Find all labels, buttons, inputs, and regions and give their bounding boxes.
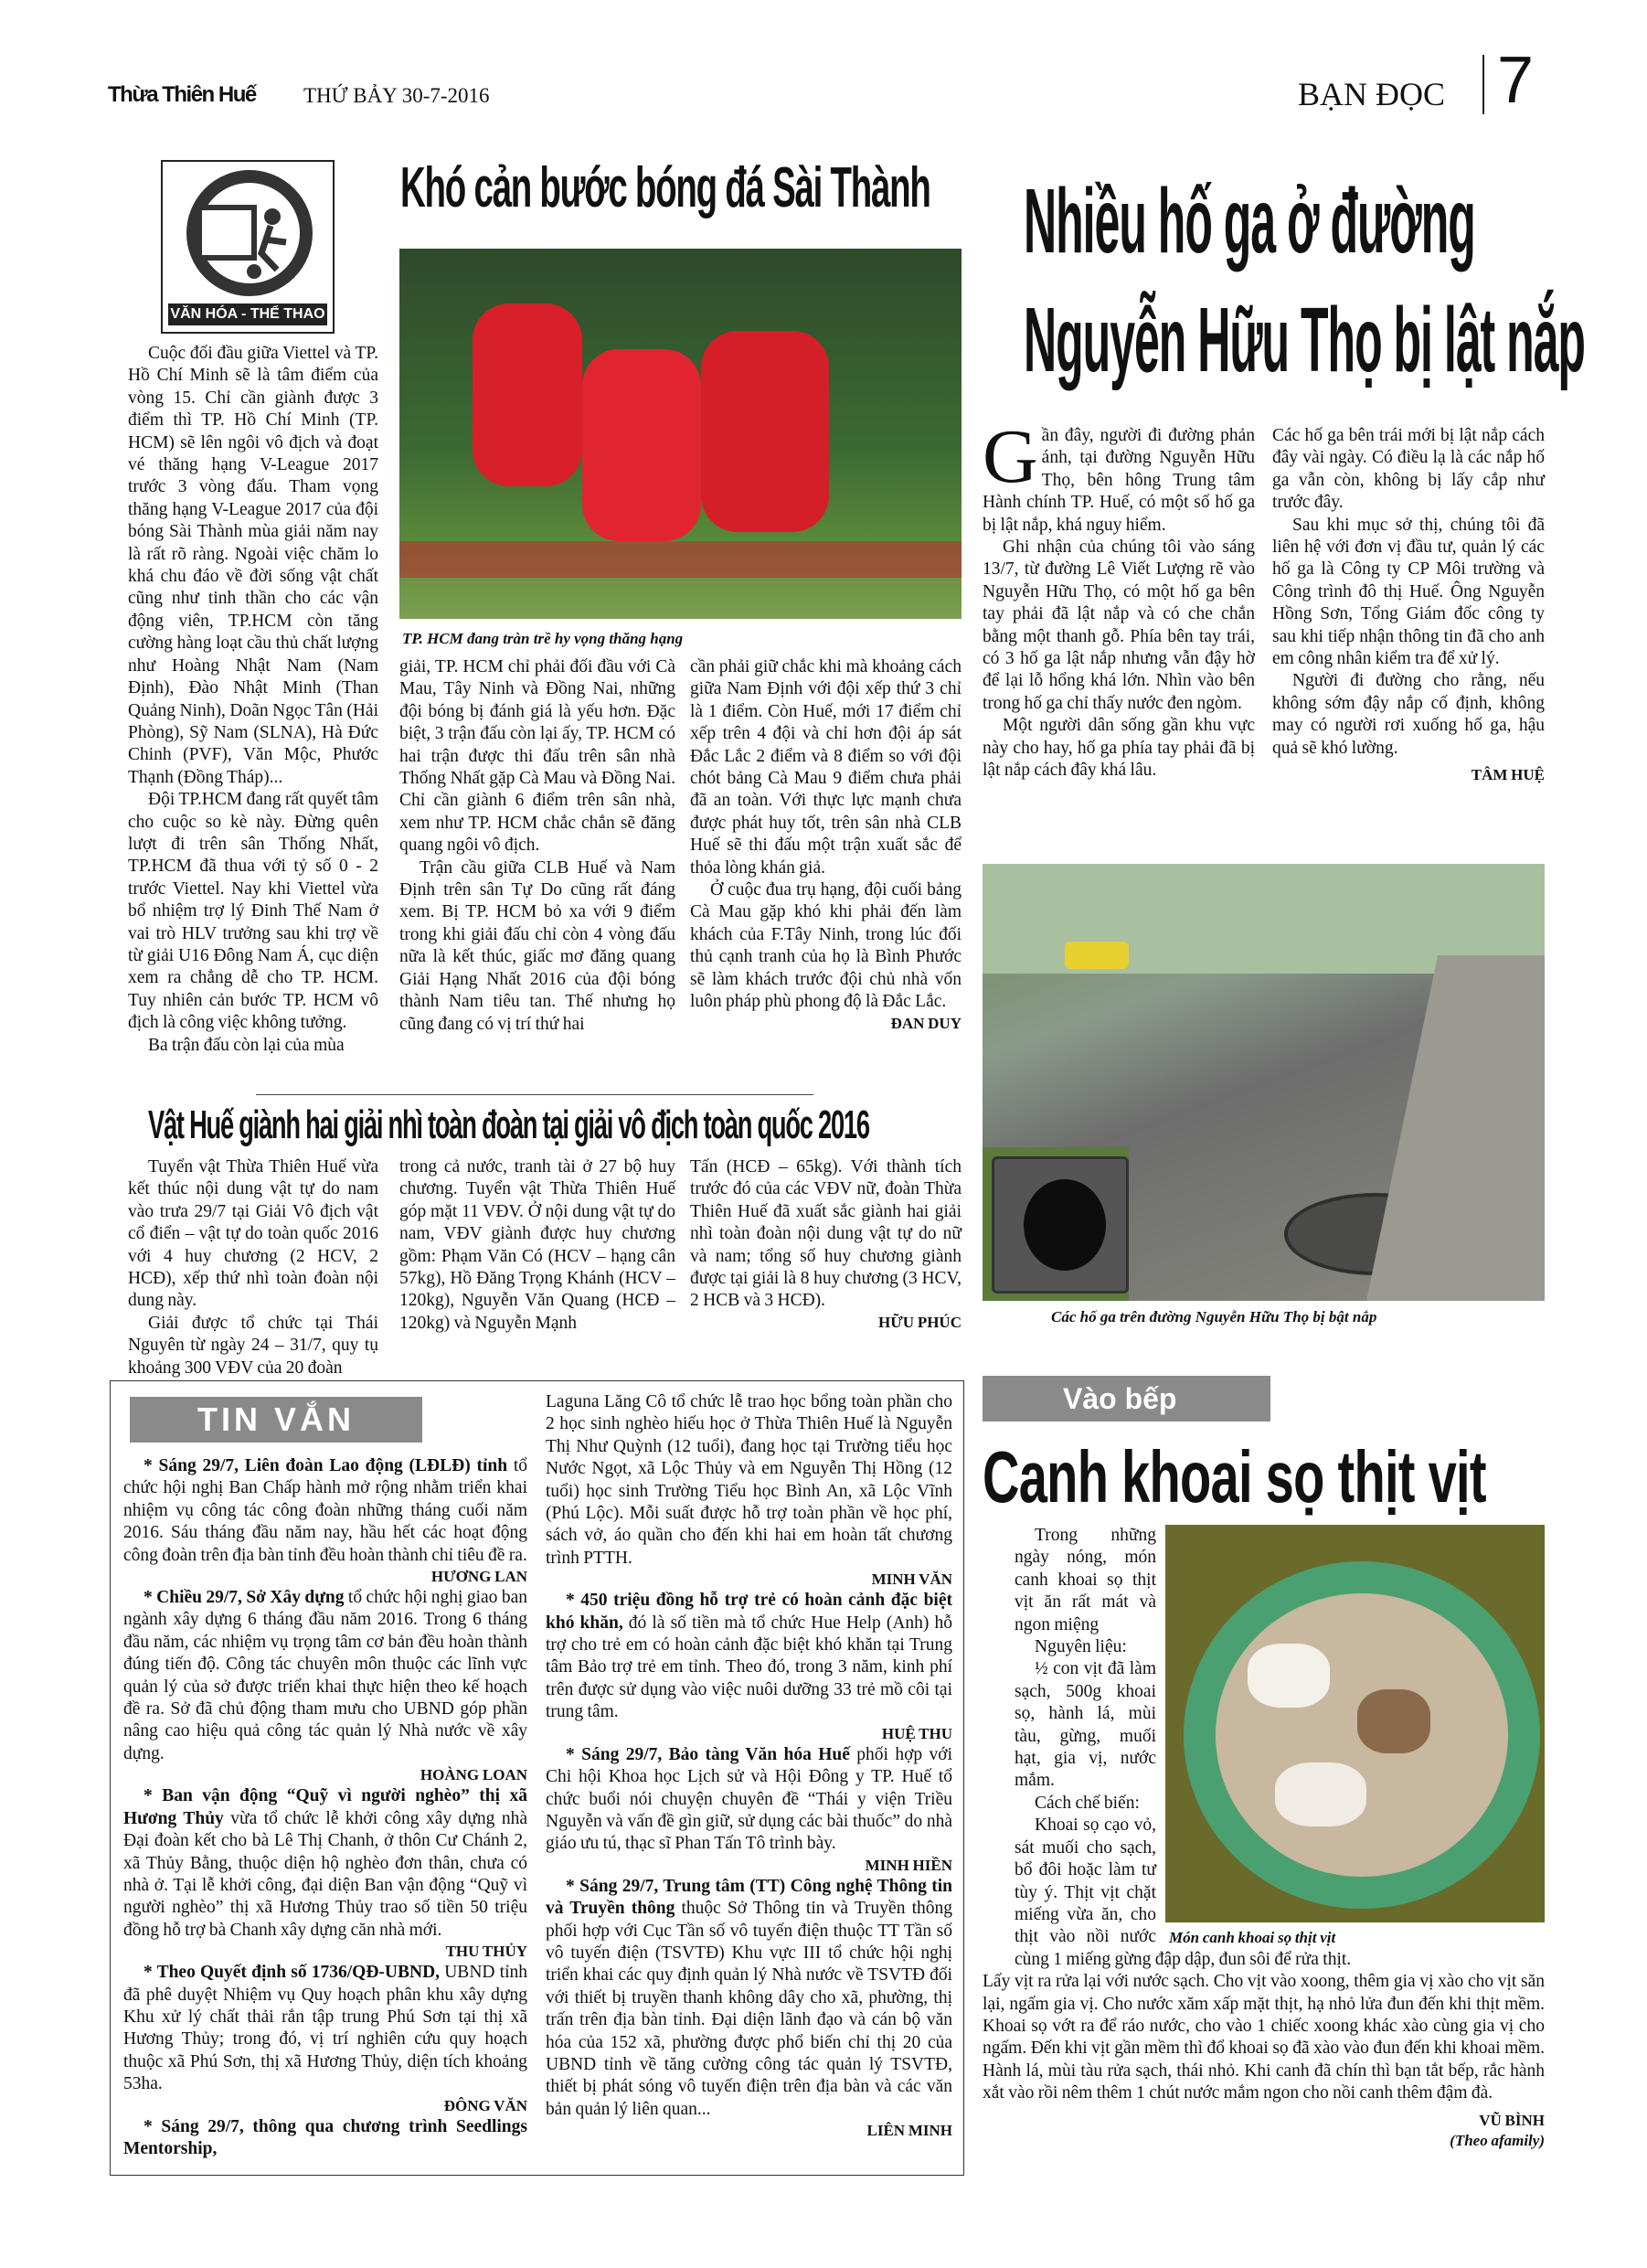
news-byline: HUỆ THU [881,1724,952,1742]
news-item [546,1391,952,1570]
paragraph: Các hố ga bên trái mới bị lật nắp cách đây vài ngày. Có điều lạ là các nắp hố ga vẫn còn, không bị lấy cắp như trước đây. [1272,426,1545,513]
paragraph: Ba trận đấu còn lại của mùa [148,1035,345,1055]
paragraph: Cuộc đối đầu giữa Viettel và TP. Hồ Chí Minh sẽ là tâm điểm của vòng 15. Chỉ cần giành được 3 điểm thì TP. Hồ Chí Minh (TP. HCM) sẽ lên ngôi vô địch và đoạt vé thăng hạng V-League 2017 trước 3 vòng đấu. Tham vọng thăng hạng V-League 2017 của đội bóng Sài Thành mùa giải năm nay là rất rõ ràng. Ngoài việc chăm lo khá chu đáo về đời sống vật chất cũng như tinh thần cho các vận động viên, TP.HCM còn tăng cường hàng loạt cầu thủ chất lượng như Hoàng Nhật Nam (Nam Định), Đào Nhật Minh (Than Quảng Ninh), Doãn Ngọc Tân (Hải Phòng), Sỹ Nam (SLNA), Hà Đức Chinh (PVF), Văn Mộc, Phước Thạnh (Đồng Tháp)... [128,344,378,787]
kitchen-tag: Vào bếp [983,1376,1270,1421]
divider [256,1094,813,1095]
wrestling-column-2 [399,1156,675,1335]
paragraph: trong cả nước, tranh tài ở 27 bộ huy chương. Tuyển vật Thừa Thiên Huế góp mặt 11 VĐV. Ở nội dung vật tự do nam, VĐV giành được huy chương gồm: Phạm Văn Có (HCV – hạng cân 57kg), Hồ Đăng Trọng Khánh (HCV – 120kg), Nguyễn Văn Quang (HCĐ – 120kg) và Nguyễn Mạnh [399,1157,675,1333]
paragraph: Cách chế biến: [1035,1793,1140,1813]
paragraph: Giải được tổ chức tại Thái Nguyên từ ngày 24 – 31/7, quy tụ khoảng 300 VĐV của 20 đoàn [128,1313,378,1378]
news-body: tổ chức hội nghị Ban Chấp hành mở rộng nhằm triển khai nhiệm vụ công tác công đoàn những tháng cuối năm 2016. Sáu tháng đầu năm nay, hầu hết các hoạt động công đoàn trên địa bàn tỉnh đều hoàn thành chỉ tiêu đề ra. [123,1456,527,1565]
news-lead: * Sáng 29/7, thông qua chương trình Seedlings Mentorship, [123,2116,527,2158]
news-lead: * Sáng 29/7, Liên đoàn Lao động (LĐLĐ) tỉnh [143,1456,508,1475]
paper-name: Thừa Thiên Huế [108,82,256,107]
section-logo [161,160,335,334]
kitchen-article [983,1525,1545,2151]
paragraph: Trong những ngày nóng, món canh khoai sọ thịt vịt ăn rất mát và ngon miệng [1015,1526,1156,1634]
news-byline: HOÀNG LOAN [420,1766,527,1784]
wrestling-byline: HỮU PHÚC [878,1313,962,1331]
news-lead: * Theo Quyết định số 1736/QĐ-UBND, [143,1963,441,1983]
news-byline: MINH VĂN [871,1571,952,1589]
news-body: phối hợp với Chi hội Khoa học Lịch sử và Hội Đông y TP. Huế tổ chức buổi nói chuyện chuyên đề “Thái y viện Triều Nguyễn và vấn đề gìn giữ, sử dụng các bài thuốc” do nhà giáo ưu tú, thạc sĩ Phan Tấn Tô trình bày. [546,1744,952,1854]
wrestling-column-3 [690,1156,962,1333]
manhole-headline-1: Nhiều hố ga ở đường [1024,170,1475,272]
news-body: thuộc Sở Thông tin và Truyền thông phối hợp với Cục Tần số vô tuyến điện thuộc TT Tần số vô tuyến điện (TSVTĐ) Khu vực III tổ chức hội nghị triển khai các quy định quản lý Nhà nước về TSVTĐ đối với thiết bị truyền thanh không dây cho xã, phường, thị trấn trên địa bàn tỉnh. Đại diện lãnh đạo và cán bộ văn hóa của 152 xã, phường được phổ biến chỉ thị 20 của UBND tỉnh về tăng cường công tác quản lý TSVTĐ, thiết bị phát sóng vô tuyến điện trên địa bàn và các văn bản quản lý liên quan... [546,1899,952,2119]
news-body: Laguna Lăng Cô tổ chức lễ trao học bổng toàn phần cho 2 học sinh nghèo hiếu học ở Thừa Thiên Huế là Nguyễn Thị Như Quỳnh (12 tuổi), đang học tại Trường tiểu học Nước Ngọt, xã Lộc Thủy và em Nguyễn Thị Hồng (12 tuổi) học sinh Trường Tiểu học Bình An, xã Lộc Vĩnh (Phú Lộc). Mỗi suất được hỗ trợ toàn phần về học phí, sách vở, áo quần cho đến khi hai em hoàn tất chương trình PTTH. [546,1392,952,1568]
paragraph: giải, TP. HCM chỉ phải đối đầu với Cà Mau, Tây Ninh và Đồng Nai, những đội bóng bị đánh giá là yếu hơn. Đặc biệt, 3 trận đấu còn lại ấy, TP. HCM có hai trận được thi đấu trên sân nhà Thống Nhất gặp Cà Mau và Đồng Nai. Chỉ cần giành 6 điểm trên sân nhà, xem như TP. HCM chắc chắn sẽ đăng quang ngôi vô địch. [399,657,675,856]
paragraph: Ghi nhận của chúng tôi vào sáng 13/7, từ đường Lê Viết Lượng rẽ vào Nguyễn Hữu Thọ, có một hố ga bên tay phải đã lật nắp và có che chắn bằng một thanh gỗ. Phía bên tay trái, có 3 hố ga lật nắp nhưng vẫn đậy hờ để lại lỗ hổng khá lớn. Nhìn vào bên trong hố ga chỉ thấy nước đen ngòm. [983,538,1255,713]
drop-cap: G [983,414,1038,499]
football-column-1 [128,343,378,1057]
football-photo [399,249,962,619]
kitchen-byline: VŨ BÌNH [1479,2111,1545,2129]
manhole-column-2 [1272,425,1545,785]
paragraph: Đội TP.HCM đang rất quyết tâm cho cuộc so kè này. Đừng quên lượt đi trên sân Thống Nhất, TP.HCM đã thua với tỷ số 0 - 2 trước Viettel. Nay khi Viettel vừa bổ nhiệm trợ lý Đinh Thế Nam ở vai trò HLV trưởng sau khi trợ về từ giải U16 Đông Nam Á, cục diện xem ra chẳng dễ cho TP. HCM. Tuy nhiên cản bước TP. HCM vô địch là công việc không tưởng. [128,790,378,1033]
news-byline: ĐÔNG VĂN [443,2096,527,2114]
news-item [123,2116,527,2161]
sport-logo-icon [163,162,333,299]
news-body: UBND tỉnh đã phê duyệt Nhiệm vụ Quy hoạch phân khu xây dựng Khu xử lý chất thải rắn tập trung Phú Sơn tại thị xã Hương Thủy; trong đó, vị trí nghiên cứu quy hoạch thuộc xã Phú Sơn, thị xã Hương Thủy, diện tích khoảng 53ha. [123,1963,527,2094]
news-body: đó là số tiền mà tổ chức Hue Help (Anh) hỗ trợ cho trẻ em có hoàn cảnh đặc biệt khó khăn tại Trung tâm Bảo trợ trẻ em tỉnh. Theo đó, trong 3 năm, kinh phí trên được sử dụng vào việc nuôi dưỡng 33 trẻ mồ côi tại trung tâm. [546,1613,952,1722]
kitchen-source: (Theo afamily) [1450,2131,1545,2149]
wrestling-headline: Vật Huế giành hai giải nhì toàn đoàn tại giải vô địch toàn quốc 2016 [148,1102,869,1147]
football-byline: ĐAN DUY [890,1014,962,1032]
kitchen-full-text: Lấy vịt ra rửa lại với nước sạch. Cho vịt vào xoong, thêm gia vị xào cho vịt săn lại, ngấm gia vị. Cho nước xăm xấp mặt thịt, hạ nhỏ lửa đun đến khi thịt mềm. Khoai sọ vớt ra để ráo nước, cho vào 1 chiếc xoong khác xào cùng gia vị cho ngấm. Đến khi vịt gần mềm thì đổ khoai sọ đã xào vào đun đến khi khoai mềm. Hành lá, mùi tàu rửa sạch, thái nhỏ. Khi canh đã chín thì bạn tắt bếp, rắc hành xắt vào rồi nêm thêm 1 chút nước mắm ngon cho nồi canh thêm đậm đà. [983,1972,1545,2103]
news-lead: * Ban vận động “Quỹ vì người nghèo” thị xã Hương Thủy [123,1786,527,1828]
news-item [123,1962,527,2095]
news-item [546,1590,952,1723]
news-item [123,1455,527,1567]
football-headline: Khó cản bước bóng đá Sài Thành [400,156,930,219]
street-caption: Các hố ga trên đường Nguyễn Hữu Thọ bị bật nắp [1051,1308,1377,1326]
news-item [123,1785,527,1942]
news-item [123,1587,527,1765]
news-lead: * 450 triệu đồng hỗ trợ trẻ có hoàn cảnh đặc biệt khó khăn, [546,1591,952,1633]
manhole-headline-2: Nguyễn Hữu Thọ bị lật nắp [1024,289,1585,391]
news-lead: * Sáng 29/7, Trung tâm (TT) Công nghệ Thông tin và Truyền thông [546,1876,952,1919]
paragraph: ½ con vịt đã làm sạch, 500g khoai sọ, hành lá, mùi tàu, gừng, muối hạt, gia vị, nước mắm. [1015,1659,1156,1791]
news-body: tổ chức hội nghị giao ban ngành xây dựng 6 tháng đầu năm 2016. Trong 6 tháng đầu năm, các nhiệm vụ trọng tâm cơ bản đều hoàn thành đúng tiến độ. Công tác chuyên môn thuộc các lĩnh vực quản lý của sở được triển khai thực hiện theo kế hoạch đề ra. Sở đã chủ động tham mưu cho UBND góp phần nâng cao hiệu quả công tác quản lý Nhà nước về xây dựng. [123,1588,527,1763]
paragraph: ần đây, người đi đường phản ánh, tại đường Nguyễn Hữu Thọ, bên hông Trung tâm Hành chính TP. Huế, có một số hố ga bị lật nắp, khá nguy hiểm. [983,426,1255,535]
issue-date: THỨ BẢY 30-7-2016 [303,84,490,107]
paragraph: Ở cuộc đua trụ hạng, đội cuối bảng Cà Mau gặp khó khi phải đến làm khách của F.Tây Ninh, trong lúc đối thủ cạnh tranh của họ là Bình Phước sẽ làm khách trước đội chủ nhà vốn luôn pháp phù phong độ là Đắc Lắc. [690,880,962,1012]
news-item [546,1876,952,2121]
news-column-2 [546,1391,952,2141]
football-column-2 [399,656,675,1036]
page-number: 7 [1497,44,1535,117]
news-byline: MINH HIỀN [865,1856,952,1874]
kitchen-headline: Canh khoai sọ thịt vịt [983,1436,1486,1517]
soup-photo [1165,1525,1545,1922]
news-item [546,1744,952,1856]
soup-figure [1165,1525,1545,1948]
news-title: TIN VẮN [130,1397,422,1443]
news-body: vừa tổ chức lễ khởi công xây dựng nhà Đại đoàn kết cho bà Lê Thị Chanh, ở thôn Cư Chánh 2, xã Thủy Bằng, thuộc diện hộ nghèo đơn thân, chưa có nhà ở. Tại lễ khởi công, đại diện Ban vận động “Quỹ vì người nghèo” thị xã Hương Thủy trao số tiền 50 triệu đồng hỗ trợ bà Chanh xây dựng căn nhà mới. [123,1808,527,1940]
logo-label: VĂN HÓA - THỂ THAO [168,303,327,325]
football-column-3 [690,656,962,1034]
wrestling-column-1 [128,1156,378,1379]
manhole-byline: TÂM HUỆ [1471,766,1545,784]
paragraph: Tấn (HCĐ – 65kg). Với thành tích trước đó của các VĐV nữ, đoàn Thừa Thiên Huế đã xuất sắc giành hai giải nhì toàn đoàn nội dung vật tự do nữ và nam; tổng số huy chương giành được tại giải là 8 huy chương (3 HCV, 2 HCB và 3 HCĐ). [690,1157,962,1311]
street-photo [983,864,1545,1301]
paragraph: Khoai sọ cạo vỏ, sát muối cho sạch, bổ đôi hoặc làm tư tùy ý. Thịt vịt chặt miếng vừa ăn, cho thịt vào nồi nước cùng 1 miếng gừng đập dập, đun sôi để rửa thịt. [1015,1815,1352,1969]
paragraph: Tuyển vật Thừa Thiên Huế vừa kết thúc nội dung vật tự do nam vào trưa 29/7 tại Giải Vô địch vật cổ điển – vật tự do toàn quốc 2016 với 4 huy chương (2 HCV, 2 HCĐ), xếp thứ nhì toàn đoàn nội dung này. [128,1157,378,1311]
paragraph: Nguyên liệu: [1035,1637,1127,1657]
news-lead: * Sáng 29/7, Bảo tàng Văn hóa Huế [566,1744,850,1764]
paragraph: Người đi đường cho rằng, nếu không sớm đậy nắp cố định, không may có người rơi xuống hố ga, hậu quả sẽ khó lường. [1272,671,1545,758]
news-byline: HƯƠNG LAN [430,1568,527,1586]
paragraph: Trận cầu giữa CLB Huế và Nam Định trên sân Tự Do cũng rất đáng xem. Bị TP. HCM bỏ xa với 9 điểm trong khi giải đấu chỉ còn 4 vòng đấu nữa là kết thúc, giấc mơ đăng quang Giải Hạng Nhất 2016 của đội bóng thành Nam tiêu tan. Thế nhưng họ cũng đang có vị trí thứ hai [399,857,675,1034]
news-byline: THU THỦY [445,1943,527,1961]
paragraph: Một người dân sống gần khu vực này cho hay, hố ga phía tay phải đã bị lật nắp cách đây khá lâu. [983,716,1255,781]
header-divider [1482,55,1484,114]
football-caption: TP. HCM đang tràn trề hy vọng thăng hạng [402,630,684,647]
news-column-1 [123,1455,527,2160]
paragraph: cần phải giữ chắc khi mà khoảng cách giữa Nam Định với đội xếp thứ 3 chỉ là 1 điểm. Còn Huế, mới 17 điểm chỉ xếp trên 4 đội và chỉ hơn đội áp sát Đắc Lắc 2 điểm và 8 điểm so với đội chót bảng Cà Mau 9 điểm chưa phải đã an toàn. Với thực lực mạnh chưa được phát huy tốt, trên sân nhà CLB Huế sẽ thi đấu một trận xuất sắc để thỏa lòng khán giả. [690,657,962,878]
soup-caption: Món canh khoai sọ thịt vịt [1169,1929,1336,1946]
news-lead: * Chiều 29/7, Sở Xây dựng [143,1588,345,1608]
section-title: BẠN ĐỌC [1298,76,1446,112]
news-byline: LIÊN MINH [866,2122,952,2140]
manhole-column-1 [983,414,1255,783]
paragraph: Sau khi mục sở thị, chúng tôi đã liên hệ với đơn vị đầu tư, quản lý các hố ga là Công ty CP Môi trường và Công trình đô thị Huế. Ông Nguyễn Hồng Sơn, Tổng Giám đốc công ty sau khi tiếp nhận thông tin đã cho anh em công nhân kiểm tra để xử lý. [1272,515,1545,669]
